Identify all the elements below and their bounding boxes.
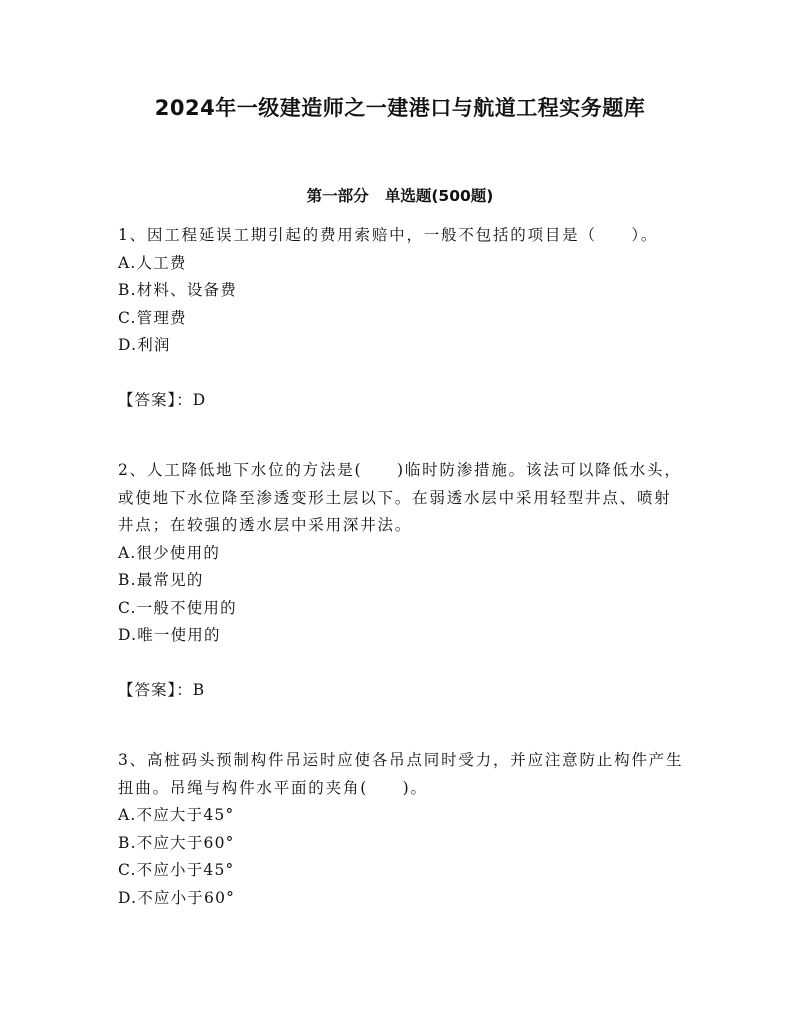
question-1-answer: 【答案】：D bbox=[118, 390, 207, 409]
question-1-option-a: A.人工费 bbox=[118, 253, 187, 272]
question-3 bbox=[118, 747, 688, 912]
question-2 bbox=[118, 457, 688, 704]
question-3-option-d: D.不应小于60° bbox=[118, 888, 236, 907]
question-3-stem: 3、高桩码头预制构件吊运时应使各吊点同时受力，并应注意防止构件产生扭曲。吊绳与构件水平面的夹角( )。 bbox=[118, 751, 684, 797]
question-3-option-a: A.不应大于45° bbox=[118, 806, 235, 824]
question-3-option-c: C.不应小于45° bbox=[118, 861, 235, 879]
question-list bbox=[118, 222, 688, 955]
question-1-option-b: B.材料、设备费 bbox=[118, 281, 237, 299]
question-2-answer: 【答案】：B bbox=[118, 680, 206, 699]
document-title: 2024年一级建造师之一建港口与航道工程实务题库 bbox=[154, 96, 646, 120]
question-2-option-b: B.最常见的 bbox=[118, 571, 204, 589]
question-1 bbox=[118, 222, 688, 414]
question-2-option-c: C.一般不使用的 bbox=[118, 598, 237, 617]
question-1-stem: 1、因工程延误工期引起的费用索赔中，一般不包括的项目是（ ）。 bbox=[118, 226, 659, 244]
question-1-option-c: C.管理费 bbox=[118, 308, 187, 327]
question-3-option-b: B.不应大于60° bbox=[118, 833, 235, 852]
question-1-option-d: D.利润 bbox=[118, 336, 171, 354]
question-2-option-d: D.唯一使用的 bbox=[118, 626, 221, 644]
question-2-option-a: A.很少使用的 bbox=[118, 543, 221, 562]
question-2-stem: 2、人工降低地下水位的方法是( )临时防渗措施。该法可以降低水头，或使地下水位降至渗透变形土层以下。在弱透水层中采用轻型井点、喷射井点；在较强的透水层中采用深井法。 bbox=[118, 461, 682, 534]
section-title: 第一部分 单选题(500题) bbox=[306, 187, 494, 205]
